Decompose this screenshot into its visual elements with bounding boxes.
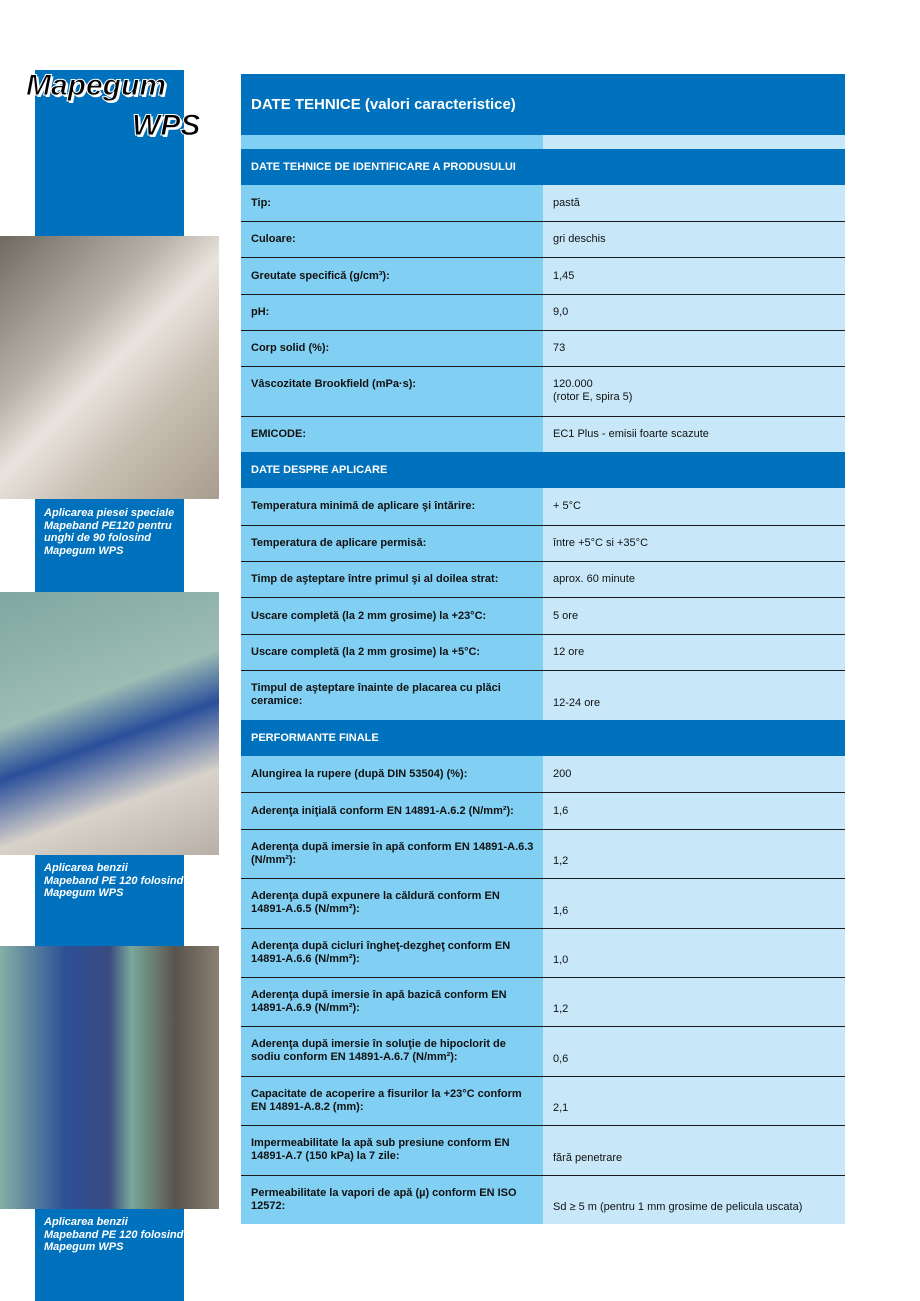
property-label: Timpul de aşteptare înainte de placarea cu plăci ceramice: — [241, 671, 543, 720]
property-label: Vâscozitate Brookfield (mPa·s): — [241, 367, 543, 416]
photo-caption: Aplicarea benzii Mapeband PE 120 folosind Mapegum WPS — [44, 1216, 184, 1253]
table-row — [241, 185, 845, 221]
value-text: 12 ore — [553, 646, 585, 658]
table-row — [241, 756, 845, 792]
property-value — [543, 1176, 845, 1224]
table-row — [241, 1026, 845, 1076]
property-label: Culoare: — [241, 222, 543, 257]
property-value — [543, 793, 845, 829]
property-value — [543, 879, 845, 928]
table-row — [241, 829, 845, 878]
property-value — [543, 331, 845, 366]
property-label: Aderenţa după imersie în soluţie de hipoclorit de sodiu conform EN 14891-A.6.7 (N/mm²): — [241, 1027, 543, 1076]
property-label: Temperatura de aplicare permisă: — [241, 526, 543, 561]
technical-data-table — [241, 74, 845, 1224]
mapegum-wps-logo — [22, 62, 207, 154]
property-label: Temperatura minimă de aplicare şi întărire: — [241, 488, 543, 525]
property-value — [543, 367, 845, 416]
photo-caption: Aplicarea benzii Mapeband PE 120 folosind Mapegum WPS — [44, 862, 184, 899]
table-row — [241, 366, 845, 416]
property-value — [543, 526, 845, 561]
table-row — [241, 294, 845, 330]
section-header: PERFORMANTE FINALE — [241, 720, 845, 756]
value-text: Sd ≥ 5 m (pentru 1 mm grosime de pelicula uscata) — [553, 1201, 803, 1213]
property-label: Uscare completă (la 2 mm grosime) la +5°C: — [241, 635, 543, 670]
property-label: pH: — [241, 295, 543, 330]
property-label: Aderenţa iniţială conform EN 14891-A.6.2 (N/mm²): — [241, 793, 543, 829]
property-label: Capacitate de acoperire a fisurilor la +23°C conform EN 14891-A.8.2 (mm): — [241, 1077, 543, 1125]
property-value — [543, 1126, 845, 1175]
value-text: 5 ore — [553, 609, 579, 622]
property-label: Alungirea la rupere (după DIN 53504) (%): — [241, 756, 543, 792]
photo-wall-tape — [0, 946, 219, 1209]
property-label: Impermeabilitate la apă sub presiune conform EN 14891-A.7 (150 kPa) la 7 zile: — [241, 1126, 543, 1175]
property-label: Aderenţa după imersie în apă bazică conform EN 14891-A.6.9 (N/mm²): — [241, 978, 543, 1026]
value-text: 1,2 — [553, 1003, 569, 1015]
property-value — [543, 1077, 845, 1125]
property-label: Uscare completă (la 2 mm grosime) la +23°C: — [241, 598, 543, 634]
table-row — [241, 792, 845, 829]
value-text: 12-24 ore — [553, 697, 601, 709]
logo-line1: Mapegum — [26, 69, 167, 102]
value-text: EC1 Plus - emisii foarte scazute — [553, 428, 709, 440]
value-note: (rotor E, spira 5) — [553, 391, 633, 403]
value-text: 120.000 — [553, 378, 593, 390]
table-row — [241, 416, 845, 452]
property-label: Permeabilitate la vapori de apă (µ) conform EN ISO 12572: — [241, 1176, 543, 1224]
photo-corner-application — [0, 236, 219, 499]
property-value — [543, 185, 845, 221]
property-value — [543, 1027, 845, 1076]
table-row — [241, 597, 845, 634]
property-label: Aderenţa după cicluri îngheţ-dezgheţ conform EN 14891-A.6.6 (N/mm²): — [241, 929, 543, 977]
property-label: Corp solid (%): — [241, 331, 543, 366]
logo-line2: WPS — [132, 109, 201, 142]
table-row — [241, 561, 845, 597]
table-row — [241, 878, 845, 928]
table-row — [241, 1076, 845, 1125]
property-value — [543, 635, 845, 670]
section-header: DATE DESPRE APLICARE — [241, 452, 845, 488]
table-row — [241, 488, 845, 525]
table-row — [241, 221, 845, 257]
table-row — [241, 670, 845, 720]
property-label: Aderenţa după expunere la căldură conform EN 14891-A.6.5 (N/mm²): — [241, 879, 543, 928]
table-row — [241, 525, 845, 561]
property-value — [543, 295, 845, 330]
table-row — [241, 928, 845, 977]
property-label: Tip: — [241, 185, 543, 221]
property-value — [543, 929, 845, 977]
photo-tape-application — [0, 592, 219, 855]
photo-caption: Aplicarea piesei speciale Mapeband PE120 pentru unghi de 90 folosind Mapegum WPS — [44, 507, 175, 557]
property-value — [543, 488, 845, 525]
table-title: DATE TEHNICE (valori caracteristice) — [241, 74, 845, 135]
value-text: 1,2 — [553, 855, 569, 867]
property-value — [543, 978, 845, 1026]
value-text: fără penetrare — [553, 1152, 623, 1164]
value-text: 1,0 — [553, 954, 569, 966]
table-row — [241, 257, 845, 294]
property-value — [543, 830, 845, 878]
property-label: Greutate specifică (g/cm³): — [241, 258, 543, 294]
property-label: EMICODE: — [241, 417, 543, 452]
property-value — [543, 222, 845, 257]
value-text: 73 — [553, 342, 566, 354]
property-value — [543, 671, 845, 720]
value-text: între +5°C si +35°C — [553, 537, 649, 549]
value-text: pastă — [553, 196, 580, 209]
value-text: + 5°C — [553, 500, 581, 512]
value-text: gri deschis — [553, 233, 606, 245]
value-text: aprox. 60 minute — [553, 573, 635, 585]
value-text: 1,6 — [553, 804, 569, 817]
value-text: 2,1 — [553, 1102, 569, 1114]
value-text: 9,0 — [553, 306, 569, 318]
section-header: DATE TEHNICE DE IDENTIFICARE A PRODUSULUI — [241, 149, 845, 185]
table-row — [241, 330, 845, 366]
table-row — [241, 634, 845, 670]
value-text: 1,6 — [553, 905, 569, 917]
property-value — [543, 562, 845, 597]
value-text: 200 — [553, 767, 572, 780]
table-row — [241, 1175, 845, 1224]
property-label: Timp de aşteptare între primul şi al doilea strat: — [241, 562, 543, 597]
property-label: Aderenţa după imersie în apă conform EN 14891-A.6.3 (N/mm²): — [241, 830, 543, 878]
table-row — [241, 1125, 845, 1175]
property-value — [543, 258, 845, 294]
property-value — [543, 756, 845, 792]
property-value — [543, 417, 845, 452]
spacer — [241, 135, 845, 149]
table-row — [241, 977, 845, 1026]
property-value — [543, 598, 845, 634]
value-text: 1,45 — [553, 269, 575, 282]
value-text: 0,6 — [553, 1053, 569, 1065]
